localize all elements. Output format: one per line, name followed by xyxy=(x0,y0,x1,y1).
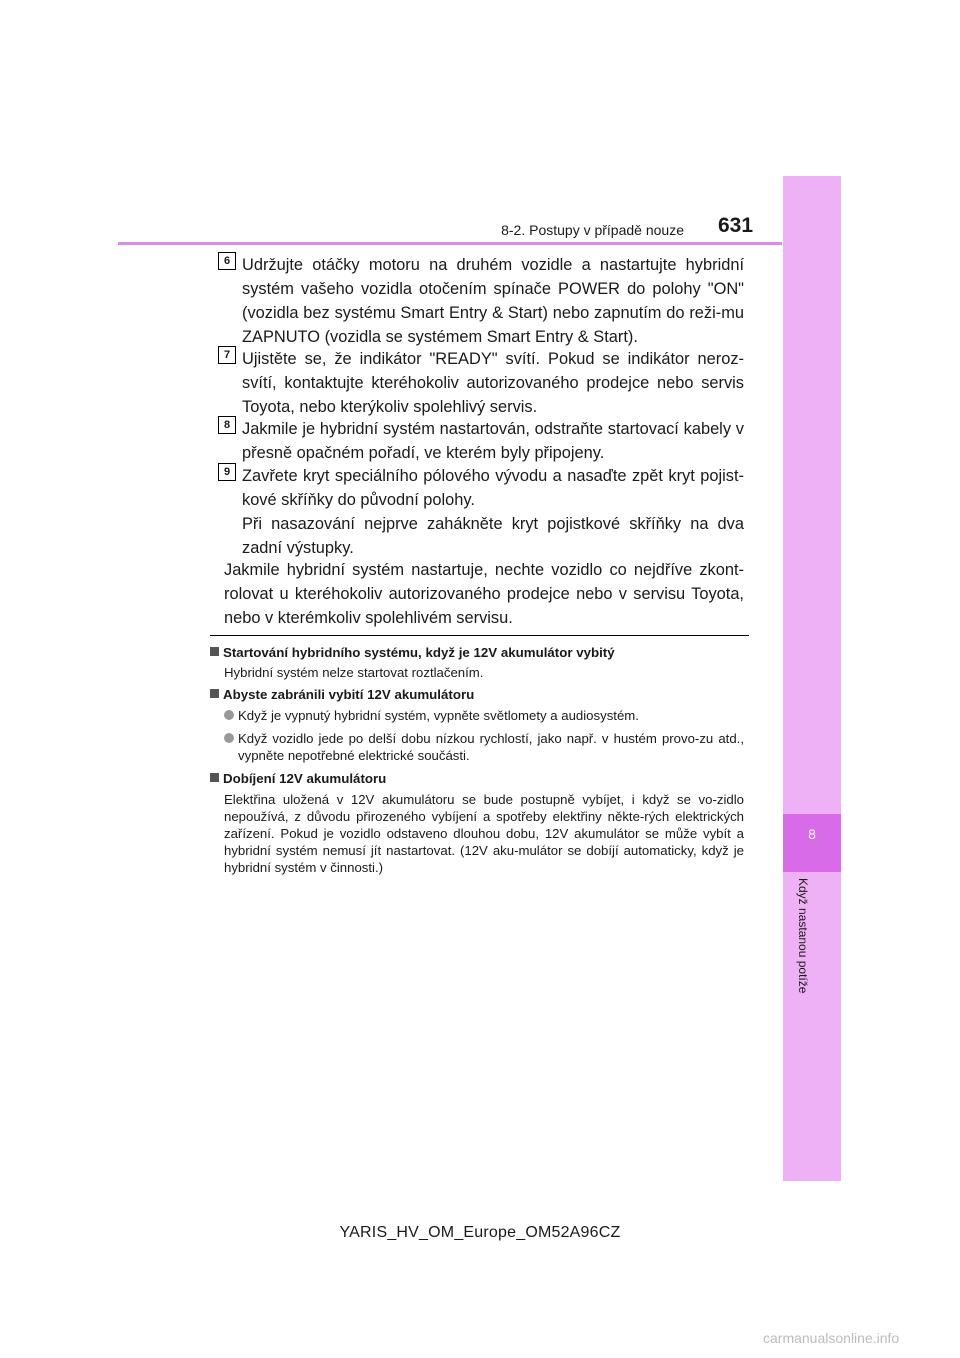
step-number-9: 9 xyxy=(218,463,236,481)
header-rule xyxy=(118,242,782,245)
note-body-1: Hybridní systém nelze startovat roztlačením. xyxy=(224,665,484,680)
note-title-1 xyxy=(210,644,615,662)
section-title: 8-2. Postupy v případě nouze xyxy=(501,222,684,238)
note-2-bullet-2 xyxy=(224,730,744,764)
watermark: carmanualsonline.info xyxy=(763,1330,900,1346)
step-text-7: Ujistěte se, že indikátor "READY" svítí. Pokud se indikátor neroz-svítí, kontaktujte kteréhokoliv autorizovaného prodejce nebo servis Toyota, nebo kterýkoliv spolehlivý servis. xyxy=(242,350,744,416)
notes-divider xyxy=(210,635,749,636)
note-title-2 xyxy=(210,686,474,704)
step-text-8: Jakmile je hybridní systém nastartován, odstraňte startovací kabely v přesně opačném pořadí, ve kterém byly připojeny. xyxy=(242,420,744,462)
document-code: YARIS_HV_OM_Europe_OM52A96CZ xyxy=(339,1224,621,1241)
chapter-label: Když nastanou potíže xyxy=(796,878,810,994)
conclusion-paragraph: Jakmile hybridní systém nastartuje, nechte vozidlo co nejdříve zkont-rolovat u kteréhokoliv autorizovaného prodejce nebo v servisu Toyota, nebo v kterémkoliv spolehlivém servisu. xyxy=(224,561,744,627)
note-2-bullet-2-text: Když vozidlo jede po delší dobu nízkou rychlostí, jako např. v hustém provo-zu atd., vypněte nepotřebné elektrické součásti. xyxy=(238,731,744,763)
chapter-number: 8 xyxy=(808,826,816,842)
note-2-bullet-1-text: Když je vypnutý hybridní systém, vypněte světlomety a audiosystém. xyxy=(238,708,639,723)
step-text-9 xyxy=(242,464,744,560)
step-number-7: 7 xyxy=(218,346,236,364)
square-bullet-icon xyxy=(210,689,219,698)
note-title-3 xyxy=(210,770,386,788)
circle-bullet-icon xyxy=(224,710,234,720)
note-title-3-text: Dobíjení 12V akumulátoru xyxy=(223,771,387,786)
step-text-6: Udržujte otáčky motoru na druhém vozidle a nastartujte hybridní systém vašeho vozidla otočením spínače POWER do polohy "ON" (vozidla bez systému Smart Entry & Start) nebo zapnutím do reži-mu ZAPNUTO (vozidla se systémem Smart Entry & Start). xyxy=(242,256,744,346)
note-2-bullet-1 xyxy=(224,707,744,724)
square-bullet-icon xyxy=(210,647,219,656)
circle-bullet-icon xyxy=(224,733,234,743)
step-text-9-sub: Při nasazování nejprve zahákněte kryt pojistkové skříňky na dva zadní výstupky. xyxy=(242,515,744,557)
step-number-6: 6 xyxy=(218,252,236,270)
note-title-2-text: Abyste zabránili vybití 12V akumulátoru xyxy=(223,687,475,702)
step-text-9-main: Zavřete kryt speciálního pólového vývodu a nasaďte zpět kryt pojist-kové skříňky do původní polohy. xyxy=(242,467,744,509)
chapter-number-box xyxy=(783,814,841,872)
square-bullet-icon xyxy=(210,773,219,782)
note-body-3: Elektřina uložená v 12V akumulátoru se bude postupně vybíjet, i když se vo-zidlo nepoužívá, z důvodu přirozeného vybíjení a spotřeby elektřiny někte-rých elektrických zařízení. Pokud je vozidlo odstaveno dlouhou dobu, 12V akumulátor se může vybít a hybridní systém nemusí jít nastartovat. (12V aku-mulátor se dobíjí automaticky, když je hybridní systém v činnosti.) xyxy=(224,792,744,875)
page-number: 631 xyxy=(718,214,754,237)
chapter-tab xyxy=(783,176,841,1181)
step-number-8: 8 xyxy=(218,416,236,434)
note-title-1-text: Startování hybridního systému, když je 12V akumulátor vybitý xyxy=(223,645,615,660)
